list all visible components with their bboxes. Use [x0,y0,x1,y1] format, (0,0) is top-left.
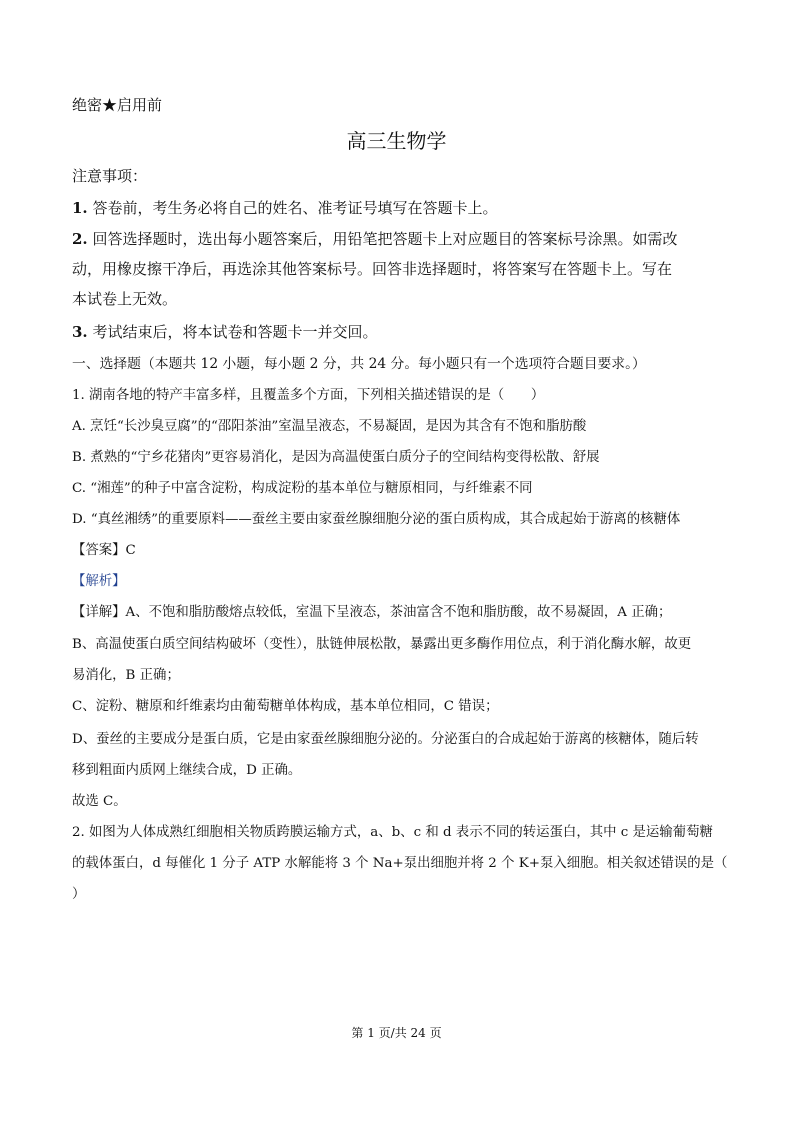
detail-line-4: C、淀粉、糖原和纤维素均由葡萄糖单体构成，基本单位相同，C 错误； [72,699,499,714]
answer-label: 【答案】C [72,543,136,558]
notice-heading: 注意事项： [72,167,148,185]
detail-line-2: B、高温使蛋白质空间结构破坏（变性），肽链伸展松散，暴露出更多酶作用位点，利于消化酶水解，故更 [72,637,692,652]
detail-line-5: D、蚕丝的主要成分是蛋白质，它是由家蚕丝腺细胞分泌的。分泌蛋白的合成起始于游离的核糖体，随后转 [72,732,699,747]
detail-line-1: 【详解】A、不饱和脂肪酸熔点较低，室温下呈液态，茶油富含不饱和脂肪酸，故不易凝固，A 正确； [72,605,672,620]
page-footer: 第 1 页/共 24 页 [351,1026,442,1040]
detail-line-3: 易消化，B 正确； [72,668,180,683]
detail-conclusion: 故选 C。 [72,794,127,809]
question-1-option-b: B. 煮熟的“宁乡花猪肉”更容易消化，是因为高温使蛋白质分子的空间结构变得松散、舒展 [72,450,600,465]
notice-item-1 [72,199,497,217]
notice-item-number: 3. [72,323,88,341]
notice-item-3 [72,323,377,341]
question-1-option-a: A. 烹饪“长沙臭豆腐”的“邵阳茶油”室温呈液态，不易凝固，是因为其含有不饱和脂肪酸 [72,419,587,434]
question-1-option-d: D. “真丝湘绣”的重要原料——蚕丝主要由家蚕丝腺细胞分泌的蛋白质构成，其合成起始于游离的核糖体 [72,512,681,527]
question-2-line-1: 2. 如图为人体成熟红细胞相关物质跨膜运输方式，a、b、c 和 d 表示不同的转运蛋白，其中 c 是运输葡萄糖 [72,825,713,840]
secret-label: 绝密★启用前 [72,96,163,114]
notice-item-number: 2. [72,230,88,248]
analysis-label: 【解析】 [72,574,126,589]
notice-item-number: 1. [72,199,88,217]
notice-item-2 [72,230,677,248]
question-1-option-c: C. “湘莲”的种子中富含淀粉，构成淀粉的基本单位与糖原相同，与纤维素不同 [72,481,533,496]
section-heading: 一、选择题（本题共 12 小题，每小题 2 分，共 24 分。每小题只有一个选项符合题目要求。） [72,356,646,372]
question-2-line-2: 的载体蛋白，d 每催化 1 分子 ATP 水解能将 3 个 Na+泵出细胞并将 2 个 K+泵入细胞。相关叙述错误的是（ [72,856,728,871]
notice-item-text: 回答选择题时，选出每小题答案后，用铅笔把答题卡上对应题目的答案标号涂黑。如需改 [92,230,678,248]
notice-item-2-line-2: 动，用橡皮擦干净后，再选涂其他答案标号。回答非选择题时，将答案写在答题卡上。写在 [72,260,673,278]
page-title: 高三生物学 [346,129,447,153]
question-2-line-3: ） [72,887,86,902]
question-1-stem: 1. 湖南各地的特产丰富多样，且覆盖多个方面，下列相关描述错误的是（ ） [72,388,545,403]
detail-line-6: 移到粗面内质网上继续合成，D 正确。 [72,763,302,778]
notice-item-2-line-3: 本试卷上无效。 [72,290,178,308]
notice-item-text: 答卷前，考生务必将自己的姓名、准考证号填写在答题卡上。 [92,199,498,217]
notice-item-text: 考试结束后，将本试卷和答题卡一并交回。 [92,323,378,341]
